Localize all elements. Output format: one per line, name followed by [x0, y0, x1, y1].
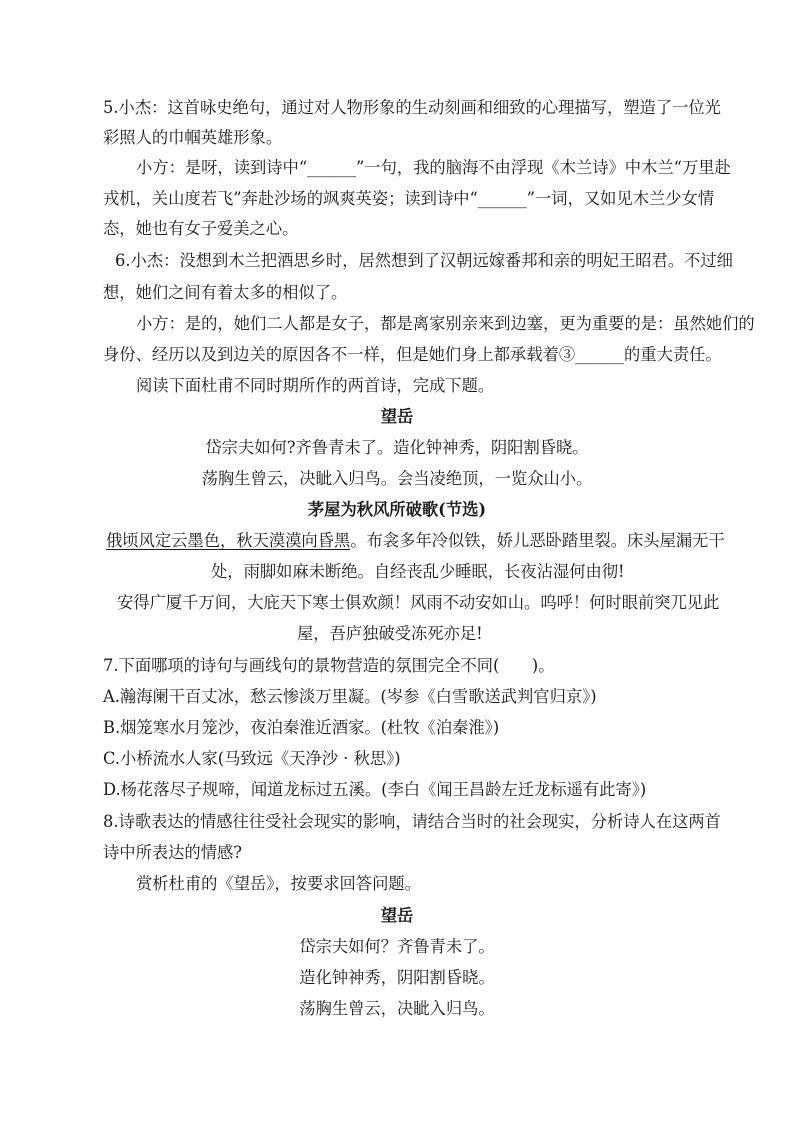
poem-2-line-4: 屋，吾庐独破受冻死亦足!	[297, 624, 483, 643]
poem-2-line-1-rest: 。布衾多年冷似铁，娇儿恶卧踏里裂。床头屋漏无干	[350, 531, 725, 550]
q5-line-3: 小方：是呀，读到诗中“______”一句，我的脑海不由浮现《木兰诗》中木兰“万里赴	[136, 158, 731, 177]
q8-line-2: 诗中所表达的情感?	[103, 843, 242, 862]
q7-option-a: A.瀚海阑干百丈冰，愁云惨淡万里凝。(岑参《白雪歌送武判官归京》)	[103, 687, 597, 706]
poem-3-title: 望岳	[380, 906, 414, 925]
underlined-verse: 俄顷风定云墨色，秋天漠漠向昏黑	[106, 531, 351, 550]
q7-option-c: C.小桥流水人家(马致远《天净沙 · 秋思》)	[103, 749, 401, 768]
q7-option-d: D.杨花落尽子规啼，闻道龙标过五溪。(李白《闻王昌龄左迁龙标遥有此寄》)	[103, 780, 647, 799]
q7-stem: 7.下面哪项的诗句与画线句的景物营造的氛围完全不同( )。	[103, 656, 555, 675]
poem-1-title: 望岳	[380, 407, 414, 426]
q8-line-1: 8.诗歌表达的情感往往受社会现实的影响，请结合当时的社会现实，分析诗人在这两首	[103, 812, 721, 831]
q5-line-5: 态，她也有女子爱美之心。	[103, 219, 299, 238]
q6-line-4: 身份、经历以及到边关的原因各不一样，但是她们身上都承载着③______的重大责任。	[103, 345, 722, 364]
reading-instruction: 阅读下面杜甫不同时期所作的两首诗，完成下题。	[136, 376, 495, 395]
poem-2-line-3: 安得广厦千万间，大庇天下寒士俱欢颜！风雨不动安如山。呜呼！何时眼前突兀见此	[117, 593, 720, 612]
q5-line-4: 戎机，关山度若飞”奔赴沙场的飒爽英姿；读到诗中“______”一词，又如见木兰少女情	[103, 189, 715, 208]
q6-line-1: 6.小杰：没想到木兰把酒思乡时，居然想到了汉朝远嫁番邦和亲的明妃王昭君。不过细	[115, 251, 733, 270]
q5-line-1: 5.小杰：这首咏史绝句，通过对人物形象的生动刻画和细致的心理描写，塑造了一位光	[103, 98, 721, 117]
poem-2-line-2: 处，雨脚如麻未断绝。自经丧乱少睡眠，长夜沾湿何由彻!	[211, 562, 625, 581]
q5-line-2: 彩照人的巾帼英雄形象。	[103, 128, 283, 147]
poem-3-line-3: 荡胸生曾云，决眦入归鸟。	[299, 999, 495, 1018]
appreciation-instruction: 赏析杜甫的《望岳》，按要求回答问题。	[136, 874, 421, 893]
poem-2-title: 茅屋为秋风所破歌(节选)	[307, 500, 487, 519]
poem-3-line-2: 造化钟神秀，阴阳割昏晓。	[299, 968, 495, 987]
q7-option-b: B.烟笼寒水月笼沙，夜泊秦淮近酒家。(杜牧《泊秦淮》)	[103, 718, 500, 737]
q6-line-2: 想，她们之间有着太多的相似了。	[103, 283, 348, 302]
poem-1-line-2: 荡胸生曾云，决眦入归鸟。会当凌绝顶，一览众山小。	[201, 469, 593, 488]
q6-line-3: 小方：是的，她们二人都是女子，都是离家别亲来到边塞，更为重要的是：虽然她们的	[136, 314, 755, 333]
poem-1-line-1: 岱宗夫如何?齐鲁青未了。造化钟神秀，阴阳割昏晓。	[205, 438, 589, 457]
poem-2-line-1	[106, 530, 725, 552]
poem-3-line-1: 岱宗夫如何？齐鲁青未了。	[299, 937, 495, 956]
